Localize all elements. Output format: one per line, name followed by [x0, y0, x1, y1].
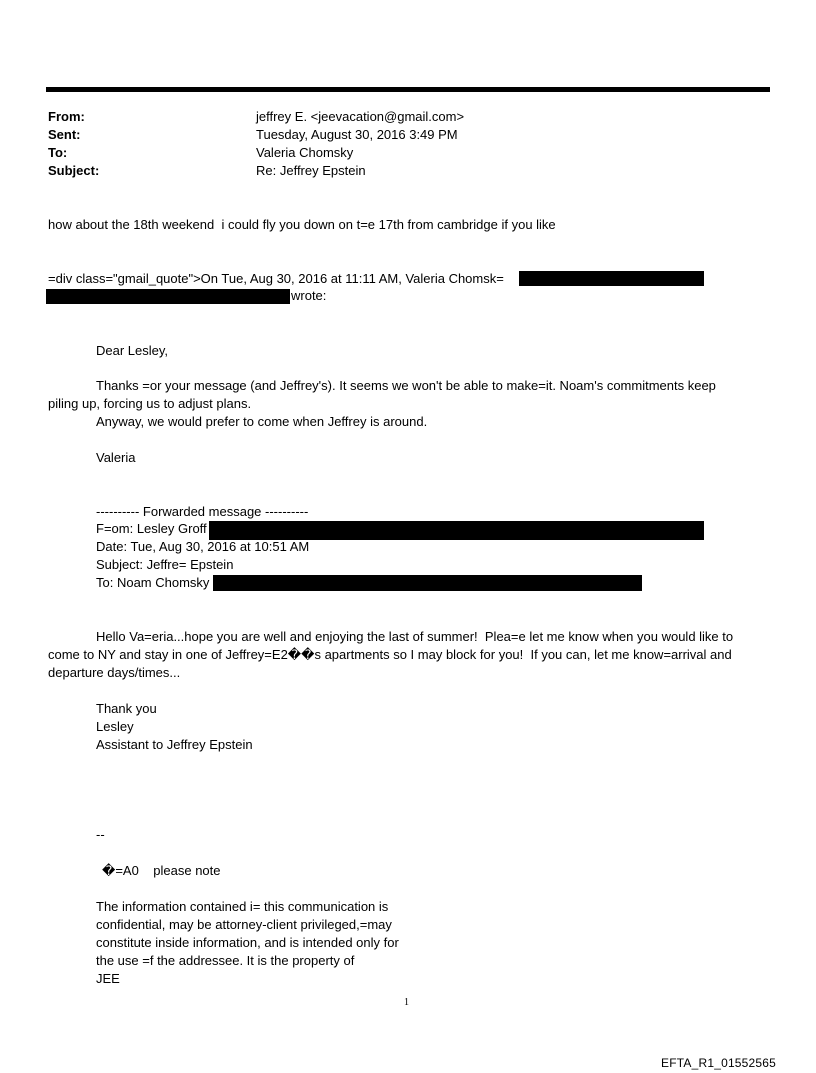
bates-number: EFTA_R1_01552565	[661, 1056, 777, 1070]
redaction-block	[519, 271, 704, 286]
from-label: From:	[48, 109, 85, 124]
quote-wrote: wrote:	[291, 288, 327, 303]
forwarded-date: Date: Tue, Aug 30, 2016 at 10:51 AM	[96, 539, 310, 554]
to-label: To:	[48, 145, 68, 160]
redaction-block	[46, 289, 290, 304]
quote-attribution: =div class="gmail_quote">On Tue, Aug 30, 2016 at 11:11 AM, Valeria Chomsk=	[48, 271, 504, 286]
header-rule	[46, 87, 770, 92]
sent-label: Sent:	[48, 127, 81, 142]
forwarded-body-line: Hello Va=eria...hope you are well and enjoying the last of summer! Plea=e let me know when you would like to	[96, 629, 734, 644]
greeting: Dear Lesley,	[96, 343, 169, 358]
sent-value: Tuesday, August 30, 2016 3:49 PM	[256, 127, 458, 142]
to-value: Valeria Chomsky	[256, 145, 354, 160]
redaction-block	[213, 575, 642, 591]
forwarded-body-line: come to NY and stay in one of Jeffrey=E2��s apartments so I may block for you! If you can, let me know=arrival and	[48, 647, 732, 662]
sender-name: Lesley	[96, 719, 134, 734]
subject-label: Subject:	[48, 163, 100, 178]
forwarded-from: F=om: Lesley Groff	[96, 521, 207, 536]
subject-value: Re: Jeffrey Epstein	[256, 163, 366, 178]
please-note: �=A0 please note	[102, 863, 221, 878]
signature-separator: --	[96, 827, 105, 842]
closing-thanks: Thank you	[96, 701, 157, 716]
disclaimer-line: confidential, may be attorney-client privileged,=may	[96, 917, 392, 932]
message-line: Anyway, we would prefer to come when Jeffrey is around.	[96, 414, 428, 429]
forwarded-header: ---------- Forwarded message ----------	[96, 504, 309, 519]
forwarded-body-line: departure days/times...	[48, 665, 181, 680]
disclaimer-line: JEE	[96, 971, 120, 986]
signoff: Valeria	[96, 450, 136, 465]
disclaimer-line: constitute inside information, and is intended only for	[96, 935, 399, 950]
forwarded-to: To: Noam Chomsky	[96, 575, 210, 590]
forwarded-subject: Subject: Jeffre= Epstein	[96, 557, 234, 572]
disclaimer-line: The information contained i= this communication is	[96, 899, 389, 914]
sender-title: Assistant to Jeffrey Epstein	[96, 737, 253, 752]
from-value: jeffrey E. <jeevacation@gmail.com>	[256, 109, 465, 124]
page-number: 1	[404, 997, 409, 1008]
message-line: piling up, forcing us to adjust plans.	[48, 396, 252, 411]
reply-text: how about the 18th weekend i could fly you down on t=e 17th from cambridge if you like	[48, 217, 556, 232]
disclaimer-line: the use =f the addressee. It is the property of	[96, 953, 355, 968]
message-line: Thanks =or your message (and Jeffrey's). It seems we won't be able to make=it. Noam's commitments keep	[96, 378, 716, 393]
